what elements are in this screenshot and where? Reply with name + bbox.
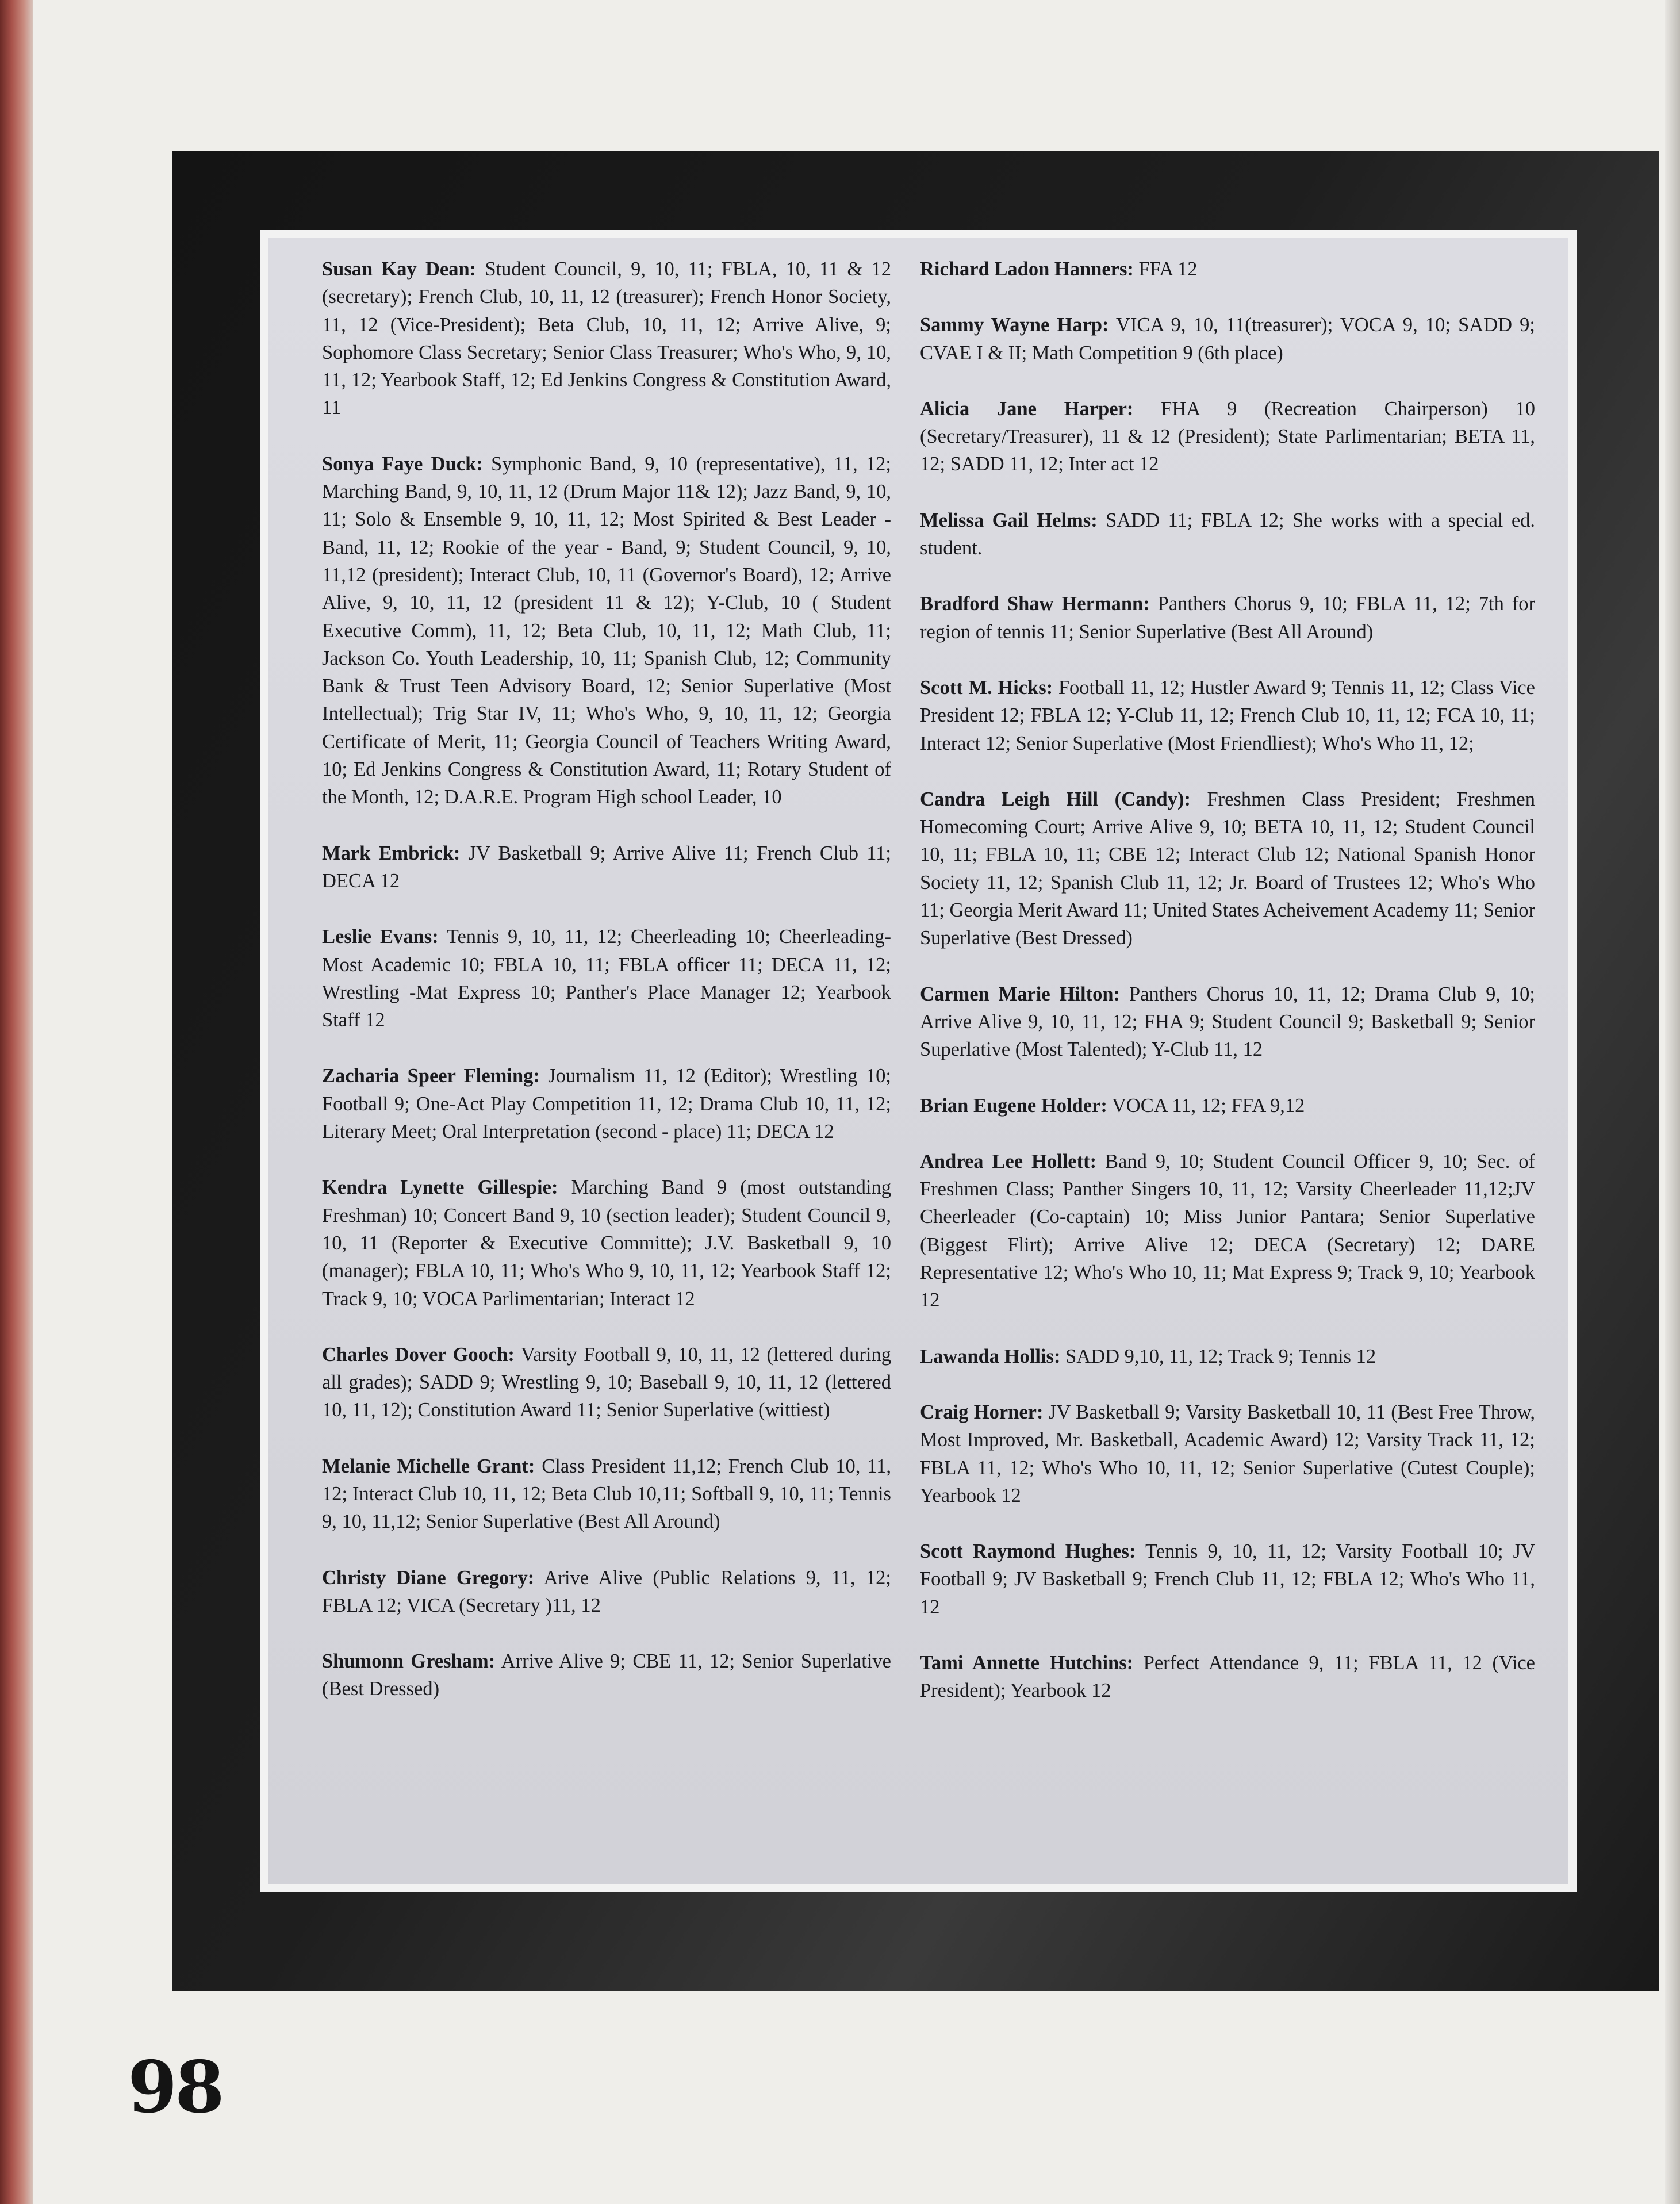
senior-name: Craig Horner:	[920, 1401, 1044, 1423]
senior-name: Melissa Gail Helms:	[920, 509, 1098, 531]
senior-activities: VICA 9, 10, 11(treasurer); VOCA 9, 10; SADD 9; CVAE I & II; Math Competition 9 (6th place)	[920, 314, 1535, 364]
right-column	[920, 255, 1535, 1733]
senior-name: Melanie Michelle Grant:	[322, 1455, 535, 1477]
senior-entry	[322, 1647, 891, 1703]
senior-activities: Class President 11,12; French Club 10, 11, 12; Interact Club 10, 11, 12; Beta Club 10,11; Softball 9, 10, 11; Tennis 9, 10, 11,12; Senior Superlative (Best All Around)	[322, 1455, 892, 1533]
senior-name: Andrea Lee Hollett:	[920, 1150, 1097, 1172]
senior-name: Scott Raymond Hughes:	[920, 1540, 1136, 1563]
senior-activities: Panthers Chorus 9, 10; FBLA 11, 12; 7th for region of tennis 11; Senior Superlative (Best All Around)	[920, 593, 1536, 643]
senior-entry	[920, 1398, 1535, 1509]
senior-activities: Student Council, 9, 10, 11; FBLA, 10, 11 & 12 (secretary); French Club, 10, 11, 12 (treasurer); French Honor Society, 11, 12 (Vice-President); Beta Club, 10, 11, 12; Arrive Alive, 9; Sophomore Class Secretary; Senior Class Treasurer; Who's Who, 9, 10, 11, 12; Yearbook Staff, 12; Ed Jenkins Congress & Constitution Award, 11	[322, 258, 891, 419]
senior-name: Lawanda Hollis:	[920, 1345, 1061, 1367]
senior-entry	[920, 590, 1535, 646]
senior-name: Christy Diane Gregory:	[322, 1566, 535, 1589]
senior-activities: Football 11, 12; Hustler Award 9; Tennis 11, 12; Class Vice President 12; FBLA 12; Y-Club 11, 12; French Club 10, 11, 12; FCA 10, 11; Interact 12; Senior Superlative (Most Friendliest); Who's Who 11, 12;	[920, 676, 1535, 754]
senior-name: Brian Eugene Holder:	[920, 1094, 1107, 1117]
senior-name: Sonya Faye Duck:	[322, 453, 483, 475]
senior-activities: Perfect Attendance 9, 11; FBLA 11, 12 (Vice President); Yearbook 12	[920, 1651, 1535, 1702]
senior-name: Leslie Evans:	[322, 926, 439, 948]
senior-activities: FHA 9 (Recreation Chairperson) 10 (Secretary/Treasurer), 11 & 12 (President); State Parlimentarian; BETA 11, 12; SADD 11, 12; Inter act 12	[920, 397, 1536, 476]
senior-name: Tami Annette Hutchins:	[920, 1651, 1134, 1674]
senior-activities: FFA 12	[1138, 258, 1198, 280]
text-panel	[260, 230, 1577, 1892]
senior-entry	[920, 255, 1535, 283]
senior-activities: Tennis 9, 10, 11, 12; Cheerleading 10; Cheerleading-Most Academic 10; FBLA 10, 11; FBLA officer 11; DECA 11, 12; Wrestling -Mat Express 10; Panther's Place Manager 12; Yearbook Staff 12	[322, 926, 891, 1032]
senior-activities: Tennis 9, 10, 11, 12; Varsity Football 10; JV Football 9; JV Basketball 9; French Club 11, 12; FBLA 12; Who's Who 11, 12	[920, 1540, 1535, 1618]
senior-activities: VOCA 11, 12; FFA 9,12	[1111, 1094, 1305, 1117]
senior-name: Kendra Lynette Gillespie:	[322, 1176, 558, 1199]
senior-activities: SADD 11; FBLA 12; She works with a special ed. student.	[920, 509, 1536, 559]
senior-entry	[322, 1062, 891, 1145]
senior-entry	[322, 255, 891, 422]
senior-entry	[322, 1564, 891, 1620]
senior-activities: JV Basketball 9; Arrive Alive 11; French Club 11; DECA 12	[322, 842, 892, 892]
senior-entry	[920, 1092, 1535, 1120]
senior-entry	[322, 1174, 891, 1312]
senior-activities: Varsity Football 9, 10, 11, 12 (lettered during all grades); SADD 9; Wrestling 9, 10; Baseball 9, 10, 11, 12 (lettered 10, 11, 12); Constitution Award 11; Senior Superlative (wittiest)	[322, 1343, 891, 1421]
senior-entry	[920, 1343, 1535, 1370]
book-spine-edge	[0, 0, 33, 2204]
page-number: 98	[128, 2046, 223, 2129]
senior-entry	[322, 1452, 891, 1536]
senior-entry	[920, 1538, 1535, 1621]
senior-name: Candra Leigh Hill (Candy):	[920, 788, 1191, 810]
senior-name: Shumonn Gresham:	[322, 1650, 496, 1673]
senior-activities: Arive Alive (Public Relations 9, 11, 12; FBLA 12; VICA (Secretary )11, 12	[322, 1566, 891, 1616]
senior-entry	[322, 840, 891, 895]
senior-activities: Symphonic Band, 9, 10 (representative), 11, 12; Marching Band, 9, 10, 11, 12 (Drum Major 11& 12); Jazz Band, 9, 10, 11; Solo & Ensemble 9, 10, 11, 12; Most Spirited & Best Leader - Band, 11, 12; Rookie of the year - Band, 9; Student Council, 9, 10, 11,12 (president); Interact Club, 10, 11 (Governor's Board), 12; Arrive Alive, 9, 10, 11, 12 (president 11 & 12); Y-Club, 10 ( Student Executive Comm), 11, 12; Beta Club, 10, 11, 12; Math Club, 11; Jackson Co. Youth Leadership, 10, 11; Spanish Club, 12; Community Bank & Trust Teen Advisory Board, 12; Senior Superlative (Most Intellectual); Trig Star IV, 11; Who's Who, 9, 10, 11, 12; Georgia Certificate of Merit, 11; Georgia Council of Teachers Writing Award, 10; Ed Jenkins Congress & Constitution Award, 11; Rotary Student of the Month, 12; D.A.R.E. Program High school Leader, 10	[322, 453, 892, 808]
senior-activities: SADD 9,10, 11, 12; Track 9; Tennis 12	[1065, 1345, 1376, 1367]
senior-name: Alicia Jane Harper:	[920, 397, 1134, 420]
senior-name: Scott M. Hicks:	[920, 676, 1053, 699]
left-column	[322, 255, 891, 1731]
senior-name: Sammy Wayne Harp:	[920, 314, 1109, 336]
senior-entry	[920, 785, 1535, 952]
senior-entry	[920, 507, 1535, 562]
senior-name: Zacharia Speer Fleming:	[322, 1065, 540, 1087]
senior-activities: Arrive Alive 9; CBE 11, 12; Senior Superlative (Best Dressed)	[322, 1650, 891, 1700]
senior-entry	[322, 923, 891, 1034]
senior-entry	[322, 1341, 891, 1424]
page-edge	[1665, 0, 1680, 2204]
senior-entry	[322, 450, 891, 811]
senior-entry	[920, 980, 1535, 1064]
senior-name: Susan Kay Dean:	[322, 258, 477, 280]
senior-activities: Panthers Chorus 10, 11, 12; Drama Club 9, 10; Arrive Alive 9, 10, 11, 12; FHA 9; Student Council 9; Basketball 9; Senior Superlative (Most Talented); Y-Club 11, 12	[920, 983, 1535, 1061]
senior-activities: Band 9, 10; Student Council Officer 9, 10; Sec. of Freshmen Class; Panther Singers 10, 11, 12; Varsity Cheerleader 11,12;JV Cheerleader (Co-captain) 10; Miss Junior Pantara; Senior Superlative (Biggest Flirt); Arrive Alive 12; DECA (Secretary) 12; DARE Representative 12; Who's Who 10, 11; Mat Express 9; Track 9, 10; Yearbook 12	[920, 1150, 1535, 1312]
senior-entry	[920, 674, 1535, 757]
senior-name: Carmen Marie Hilton:	[920, 983, 1121, 1005]
senior-activities: Marching Band 9 (most outstanding Freshman) 10; Concert Band 9, 10 (section leader); Student Council 9, 10, 11 (Reporter & Executive Committe); J.V. Basketball 9, 10 (manager); FBLA 10, 11; Who's Who 9, 10, 11, 12; Yearbook Staff 12; Track 9, 10; VOCA Parlimentarian; Interact 12	[322, 1176, 892, 1310]
senior-name: Mark Embrick:	[322, 842, 461, 864]
senior-name: Richard Ladon Hanners:	[920, 258, 1134, 280]
senior-activities: Journalism 11, 12 (Editor); Wrestling 10; Football 9; One-Act Play Competition 11, 12; Drama Club 10, 11, 12; Literary Meet; Oral Interpretation (second - place) 11; DECA 12	[322, 1065, 891, 1143]
text-panel-background	[268, 238, 1568, 1884]
senior-entry	[920, 1649, 1535, 1705]
senior-entry	[920, 1148, 1535, 1314]
senior-entry	[920, 311, 1535, 367]
senior-name: Charles Dover Gooch:	[322, 1343, 515, 1366]
senior-activities: JV Basketball 9; Varsity Basketball 10, 11 (Best Free Throw, Most Improved, Mr. Basketball, Academic Award) 12; Varsity Track 11, 12; FBLA 11, 12; Who's Who 10, 11, 12; Senior Superlative (Cutest Couple); Yearbook 12	[920, 1401, 1536, 1507]
senior-entry	[920, 395, 1535, 478]
senior-activities: Freshmen Class President; Freshmen Homecoming Court; Arrive Alive 9, 10; BETA 10, 11, 12; Student Council 10, 11; FBLA 10, 11; CBE 12; Interact Club 12; National Spanish Honor Society 11, 12; Spanish Club 11, 12; Jr. Board of Trustees 12; Who's Who 11; Georgia Merit Award 11; United States Acheivement Academy 11; Senior Superlative (Best Dressed)	[920, 788, 1535, 949]
senior-name: Bradford Shaw Hermann:	[920, 593, 1150, 615]
